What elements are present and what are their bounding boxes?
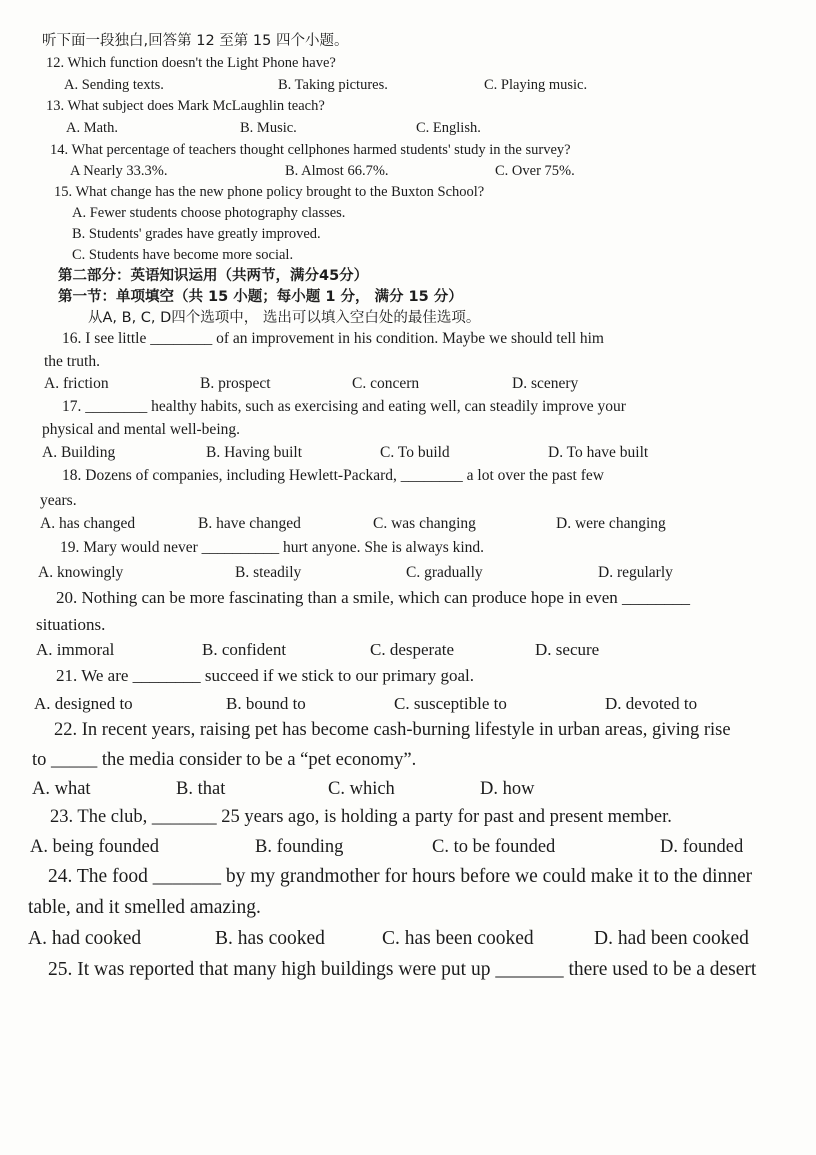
question-18-option-b: B. have changed [198, 515, 301, 532]
question-14-stem: 14. What percentage of teachers thought cellphones harmed students' study in the survey? [50, 142, 571, 158]
question-12-stem: 12. Which function doesn't the Light Phone have? [46, 55, 336, 71]
question-24-line-2: table, and it smelled amazing. [28, 897, 261, 918]
question-16-option-d: D. scenery [512, 375, 579, 392]
question-14-option-c: C. Over 75%. [495, 163, 575, 179]
question-13-option-c: C. English. [416, 120, 481, 136]
question-17-option-b: B. Having built [206, 444, 303, 461]
question-12-option-a: A. Sending texts. [64, 77, 164, 93]
question-12-option-c: C. Playing music. [484, 77, 588, 93]
question-21-option-a: A. designed to [34, 694, 133, 713]
question-17-line-1: 17. ________ healthy habits, such as exercising and eating well, can steadily improve your [62, 398, 626, 415]
question-19-option-c: C. gradually [406, 564, 483, 581]
question-20-line-1: 20. Nothing can be more fascinating than a smile, which can produce hope in even ________ [56, 588, 691, 607]
question-25-line-1: 25. It was reported that many high buildings were put up _______ there used to be a desert [48, 959, 757, 980]
question-20-option-a: A. immoral [36, 640, 115, 659]
question-17-option-a: A. Building [42, 444, 116, 461]
question-16-line-1: 16. I see little ________ of an improvement in his condition. Maybe we should tell him [62, 330, 604, 347]
question-23-option-d: D. founded [660, 837, 744, 857]
listening-intro: 听下面一段独白,回答第 12 至第 15 四个小题。 [42, 33, 349, 49]
question-21-line-1: 21. We are ________ succeed if we stick to our primary goal. [56, 666, 475, 685]
question-22-line-1: 22. In recent years, raising pet has become cash-burning lifestyle in urban areas, giving rise [54, 720, 731, 740]
question-12-option-b: B. Taking pictures. [278, 77, 388, 93]
part-2-heading: 第二部分：英语知识运用（共两节，满分45分） [58, 268, 369, 284]
question-24-line-1: 24. The food _______ by my grandmother for hours before we could make it to the dinner [48, 866, 753, 887]
question-19-option-b: B. steadily [235, 564, 302, 581]
question-19-option-d: D. regularly [598, 564, 673, 581]
question-21-option-b: B. bound to [226, 694, 306, 713]
question-13-option-a: A. Math. [66, 120, 118, 136]
question-23-line-1: 23. The club, _______ 25 years ago, is holding a party for past and present member. [50, 807, 672, 827]
question-14-option-b: B. Almost 66.7%. [285, 163, 389, 179]
question-20-option-c: C. desperate [370, 640, 455, 659]
question-22-option-c: C. which [328, 779, 395, 799]
section-1-instruction: 从A, B, C, D四个选项中， 选出可以填入空白处的最佳选项。 [88, 310, 481, 326]
section-1-heading: 第一节：单项填空（共 15 小题；每小题 1 分， 满分 15 分） [58, 289, 463, 305]
question-17-option-d: D. To have built [548, 444, 649, 461]
question-21-option-d: D. devoted to [605, 694, 698, 713]
question-16-option-c: C. concern [352, 375, 420, 392]
question-23-option-b: B. founding [255, 837, 344, 857]
question-24-option-c: C. has been cooked [382, 928, 534, 949]
question-24-option-b: B. has cooked [215, 928, 325, 949]
question-22-option-d: D. how [480, 779, 535, 799]
question-17-option-c: C. To build [380, 444, 450, 461]
question-19-line-1: 19. Mary would never __________ hurt anyone. She is always kind. [60, 539, 485, 556]
question-13-stem: 13. What subject does Mark McLaughlin teach? [46, 98, 325, 114]
question-17-line-2: physical and mental well-being. [42, 421, 240, 438]
question-15-option-c: C. Students have become more social. [72, 247, 294, 263]
question-13-option-b: B. Music. [240, 120, 297, 136]
question-18-option-a: A. has changed [40, 515, 136, 532]
question-18-line-1: 18. Dozens of companies, including Hewlett-Packard, ________ a lot over the past few [62, 467, 604, 484]
question-14-option-a: A Nearly 33.3%. [70, 163, 168, 179]
question-15-option-b: B. Students' grades have greatly improved. [72, 226, 321, 242]
question-16-option-b: B. prospect [200, 375, 271, 392]
question-23-option-c: C. to be founded [432, 837, 556, 857]
question-16-option-a: A. friction [44, 375, 109, 392]
question-21-option-c: C. susceptible to [394, 694, 507, 713]
question-18-option-c: C. was changing [373, 515, 476, 532]
question-22-line-2: to _____ the media consider to be a “pet economy”. [32, 750, 417, 770]
question-20-option-b: B. confident [202, 640, 287, 659]
question-23-option-a: A. being founded [30, 837, 159, 857]
question-20-line-2: situations. [36, 615, 106, 634]
question-24-option-a: A. had cooked [28, 928, 142, 949]
question-19-option-a: A. knowingly [38, 564, 124, 581]
question-24-option-d: D. had been cooked [594, 928, 749, 949]
question-15-stem: 15. What change has the new phone policy brought to the Buxton School? [54, 184, 485, 200]
question-18-line-2: years. [40, 492, 77, 509]
question-16-line-2: the truth. [44, 353, 100, 370]
question-15-option-a: A. Fewer students choose photography classes. [72, 205, 346, 221]
question-22-option-b: B. that [176, 779, 226, 799]
question-18-option-d: D. were changing [556, 515, 666, 532]
question-22-option-a: A. what [32, 779, 91, 799]
question-20-option-d: D. secure [535, 640, 600, 659]
